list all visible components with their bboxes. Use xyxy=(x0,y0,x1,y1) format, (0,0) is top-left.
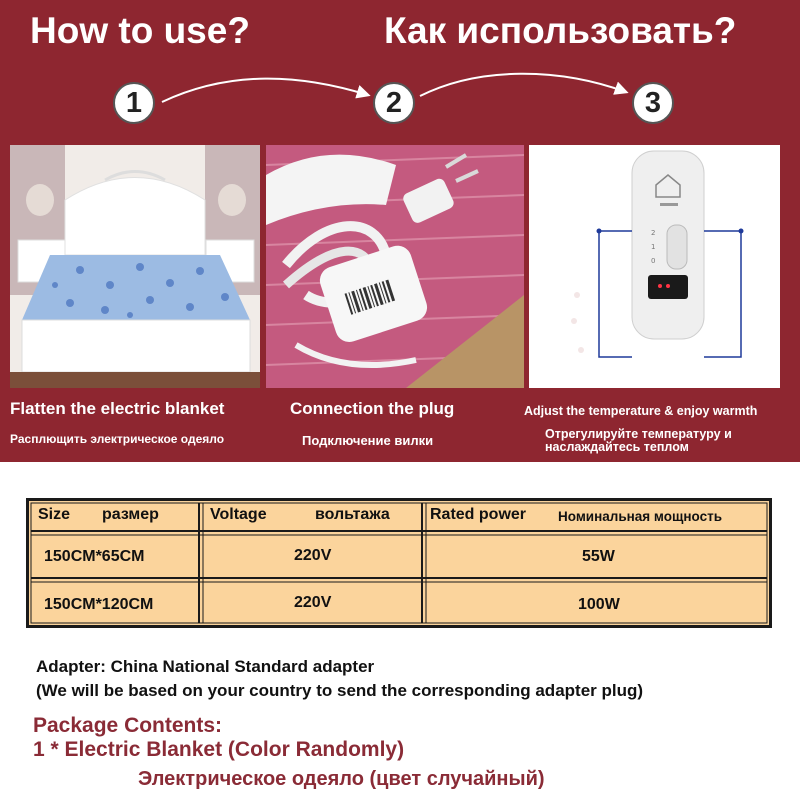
svg-text:1: 1 xyxy=(651,243,656,251)
row-2-power: 100W xyxy=(578,596,620,613)
header-voltage: Voltage xyxy=(210,506,267,523)
svg-text:0: 0 xyxy=(651,257,656,265)
package-heading: Package Contents: xyxy=(33,714,223,737)
plug-photo xyxy=(266,145,524,388)
header-size-ru: размер xyxy=(102,506,159,523)
step-3-caption-en: Adjust the temperature & enjoy warmth xyxy=(524,404,758,418)
bed-photo xyxy=(10,145,260,388)
step-3-badge: 3 xyxy=(632,82,674,124)
row-1-size: 150CM*65CM xyxy=(44,548,145,565)
row-2-size: 150CM*120CM xyxy=(44,596,154,613)
step-2-badge: 2 xyxy=(373,82,415,124)
spec-table xyxy=(26,498,772,628)
step-1-caption-en: Flatten the electric blanket xyxy=(10,399,225,418)
header-power-ru: Номинальная мощность xyxy=(558,509,723,524)
row-1-power: 55W xyxy=(582,548,615,565)
package-item-ru: Электрическое одеяло (цвет случайный) xyxy=(138,768,545,790)
row-1-voltage: 220V xyxy=(294,547,332,564)
header-voltage-ru: вольтажа xyxy=(315,506,390,523)
title-ru: Как использовать? xyxy=(384,10,737,51)
step-2-caption-en: Connection the plug xyxy=(290,399,455,418)
step-2-caption-ru: Подключение вилки xyxy=(302,433,434,448)
adapter-note: Adapter: China National Standard adapter xyxy=(36,657,375,676)
controller-photo xyxy=(529,145,780,388)
svg-text:2: 2 xyxy=(651,229,656,237)
step-1-badge: 1 xyxy=(113,82,155,124)
step-1-caption-ru: Расплющить электрическое одеяло xyxy=(10,432,225,446)
row-2-voltage: 220V xyxy=(294,594,332,611)
header-size: Size xyxy=(38,506,71,523)
step-3-caption-ru: Отрегулируйте температуру и наслаждайтесь теплом xyxy=(545,427,732,454)
package-item-en: 1 * Electric Blanket (Color Randomly) xyxy=(33,738,405,761)
header-power: Rated power xyxy=(430,506,527,523)
title-en: How to use? xyxy=(30,10,250,51)
adapter-country-note: (We will be based on your country to send the corresponding adapter plug) xyxy=(36,681,644,700)
